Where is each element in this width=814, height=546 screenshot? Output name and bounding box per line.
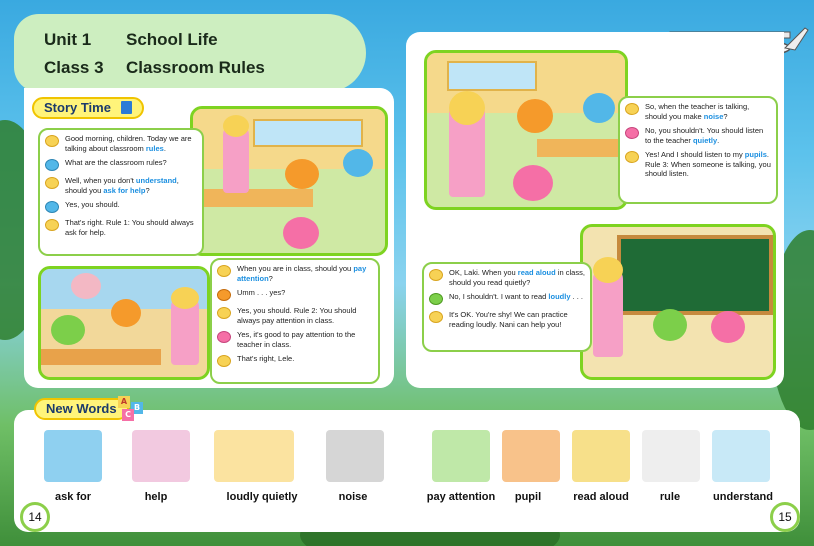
abc-blocks-icon bbox=[118, 396, 144, 422]
story-time-badge bbox=[32, 97, 144, 119]
unit-title: School Life bbox=[126, 30, 218, 49]
orange-character-icon bbox=[217, 289, 231, 301]
girl-character-icon bbox=[217, 307, 231, 319]
vocab-highlight: quietly bbox=[692, 135, 718, 145]
word-picture bbox=[326, 430, 384, 482]
classroom-scene-3 bbox=[424, 50, 628, 210]
blue-character-icon bbox=[45, 159, 59, 171]
word-picture bbox=[502, 430, 560, 482]
dialogue-line bbox=[45, 218, 197, 237]
new-words-label: New Words bbox=[46, 401, 117, 416]
page-number-right: 15 bbox=[770, 502, 800, 532]
dialogue-box-4 bbox=[422, 262, 592, 352]
dialogue-fragment: Yes! And I should listen to my bbox=[645, 150, 745, 159]
vocab-highlight: pay attention bbox=[237, 264, 367, 283]
dialogue-fragment: No, you shouldn't. You should listen to the teacher bbox=[645, 126, 764, 145]
word-picture bbox=[432, 430, 490, 482]
dialogue-fragment: No, I shouldn't. I want to read bbox=[449, 292, 549, 301]
girl-character-icon bbox=[45, 135, 59, 147]
dialogue-fragment: Umm . . . yes? bbox=[237, 288, 286, 297]
dialogue-fragment: ? bbox=[268, 273, 273, 283]
pink-character-icon bbox=[217, 331, 231, 343]
dialogue-text bbox=[645, 126, 771, 145]
story-time-label: Story Time bbox=[44, 100, 111, 115]
blue-character-icon bbox=[45, 201, 59, 213]
dialogue-text bbox=[645, 150, 771, 179]
dialogue-fragment: Yes, it's good to pay attention to the teacher in class. bbox=[237, 330, 356, 349]
dialogue-line bbox=[625, 126, 771, 145]
dialogue-line bbox=[45, 134, 197, 153]
dialogue-line bbox=[625, 150, 771, 179]
dialogue-fragment: Yes, you should. bbox=[65, 200, 120, 209]
dialogue-line bbox=[217, 306, 373, 325]
girl-character-icon bbox=[429, 269, 443, 281]
dialogue-text bbox=[237, 264, 373, 283]
dialogue-line bbox=[429, 310, 585, 329]
dialogue-fragment: . . . bbox=[570, 292, 584, 301]
vocab-highlight: rules bbox=[145, 143, 164, 153]
word-label: noise bbox=[338, 491, 368, 503]
word-picture bbox=[572, 430, 630, 482]
dialogue-box-3 bbox=[618, 96, 778, 204]
dialogue-line bbox=[429, 292, 585, 305]
page-number-left: 14 bbox=[20, 502, 50, 532]
word-picture bbox=[214, 430, 294, 482]
unit-label: Unit 1 bbox=[44, 30, 92, 49]
word-label: help bbox=[144, 491, 168, 503]
dialogue-fragment: . bbox=[717, 135, 720, 145]
dialogue-text bbox=[645, 102, 771, 121]
girl-character-icon bbox=[625, 151, 639, 163]
book-icon bbox=[121, 101, 132, 114]
dialogue-fragment: Good morning, children. Today we are talking about classroom bbox=[65, 134, 192, 153]
dialogue-fragment: , should you bbox=[65, 176, 179, 195]
abc-block-b: B bbox=[131, 402, 143, 414]
dialogue-line bbox=[217, 288, 373, 301]
dialogue-text bbox=[237, 354, 294, 364]
dialogue-fragment: So, when the teacher is talking, should you make bbox=[645, 102, 750, 121]
pink-character-icon bbox=[625, 127, 639, 139]
vocab-highlight: loudly bbox=[548, 292, 571, 301]
dialogue-text bbox=[449, 310, 585, 329]
classroom-scene-1 bbox=[190, 106, 388, 256]
dialogue-box-2 bbox=[210, 258, 380, 384]
word-picture bbox=[44, 430, 102, 482]
word-label: pupil bbox=[514, 491, 542, 503]
dialogue-fragment: That's right, Lele. bbox=[237, 354, 295, 363]
class-label: Class 3 bbox=[44, 58, 104, 77]
dialogue-fragment: When you are in class, should you bbox=[237, 264, 354, 273]
vocab-highlight: noise bbox=[703, 111, 724, 121]
dialogue-line bbox=[45, 200, 197, 213]
dialogue-text bbox=[65, 158, 167, 168]
dialogue-text bbox=[65, 134, 197, 153]
vocab-highlight: pupils bbox=[744, 150, 767, 159]
dialogue-fragment: . bbox=[163, 143, 166, 153]
vocab-highlight: understand bbox=[135, 176, 177, 185]
vocab-highlight: ask for help bbox=[103, 185, 146, 195]
girl-character-icon bbox=[429, 311, 443, 323]
word-label: loudly quietly bbox=[226, 491, 298, 503]
dialogue-fragment: ? bbox=[723, 111, 728, 121]
dialogue-text bbox=[65, 200, 120, 210]
vocab-highlight: read aloud bbox=[517, 268, 556, 277]
dialogue-fragment: What are the classroom rules? bbox=[65, 158, 167, 167]
girl-character-icon bbox=[45, 177, 59, 189]
dialogue-text bbox=[65, 176, 197, 195]
dialogue-text bbox=[449, 292, 583, 302]
abc-block-a: A bbox=[118, 396, 130, 408]
classroom-scene-4 bbox=[580, 224, 776, 380]
word-label: rule bbox=[659, 491, 681, 503]
word-label: pay attention bbox=[426, 491, 496, 503]
dialogue-line bbox=[217, 330, 373, 349]
girl-character-icon bbox=[217, 355, 231, 367]
dialogue-line bbox=[45, 176, 197, 195]
dialogue-text bbox=[237, 288, 285, 298]
dialogue-text bbox=[237, 306, 373, 325]
word-label: understand bbox=[713, 491, 773, 503]
girl-character-icon bbox=[217, 265, 231, 277]
dialogue-fragment: OK, Laki. When you bbox=[449, 268, 518, 277]
girl-character-icon bbox=[625, 103, 639, 115]
word-picture bbox=[712, 430, 770, 482]
dialogue-line bbox=[625, 102, 771, 121]
dialogue-fragment: It's OK. You're shy! We can practice reading loudly. Nani can help you! bbox=[449, 310, 568, 329]
abc-block-c: C bbox=[122, 409, 134, 421]
word-picture bbox=[132, 430, 190, 482]
title-banner bbox=[14, 14, 366, 92]
dialogue-fragment: in class, should you read quietly? bbox=[449, 268, 585, 287]
girl-character-icon bbox=[45, 219, 59, 231]
dialogue-line bbox=[429, 268, 585, 287]
word-label: ask for bbox=[54, 491, 92, 503]
classroom-scene-2 bbox=[38, 266, 210, 380]
word-picture bbox=[642, 430, 700, 482]
dialogue-fragment: That's right. Rule 1: You should always ask for help. bbox=[65, 218, 194, 237]
class-title: Classroom Rules bbox=[126, 58, 265, 77]
dialogue-text bbox=[65, 218, 197, 237]
dialogue-text bbox=[237, 330, 373, 349]
dialogue-fragment: Well, when you don't bbox=[65, 176, 136, 185]
new-words-badge bbox=[34, 398, 129, 420]
word-label: read aloud bbox=[573, 491, 629, 503]
dialogue-line bbox=[217, 354, 373, 367]
dialogue-box-1 bbox=[38, 128, 204, 256]
green-character-icon bbox=[429, 293, 443, 305]
dialogue-fragment: ? bbox=[145, 185, 150, 195]
dialogue-text bbox=[449, 268, 585, 287]
dialogue-line bbox=[217, 264, 373, 283]
dialogue-line bbox=[45, 158, 197, 171]
dialogue-fragment: Yes, you should. Rule 2: You should always pay attention in class. bbox=[237, 306, 357, 325]
dialogue-fragment: . Rule 3: When someone is talking, you should listen. bbox=[645, 150, 771, 178]
